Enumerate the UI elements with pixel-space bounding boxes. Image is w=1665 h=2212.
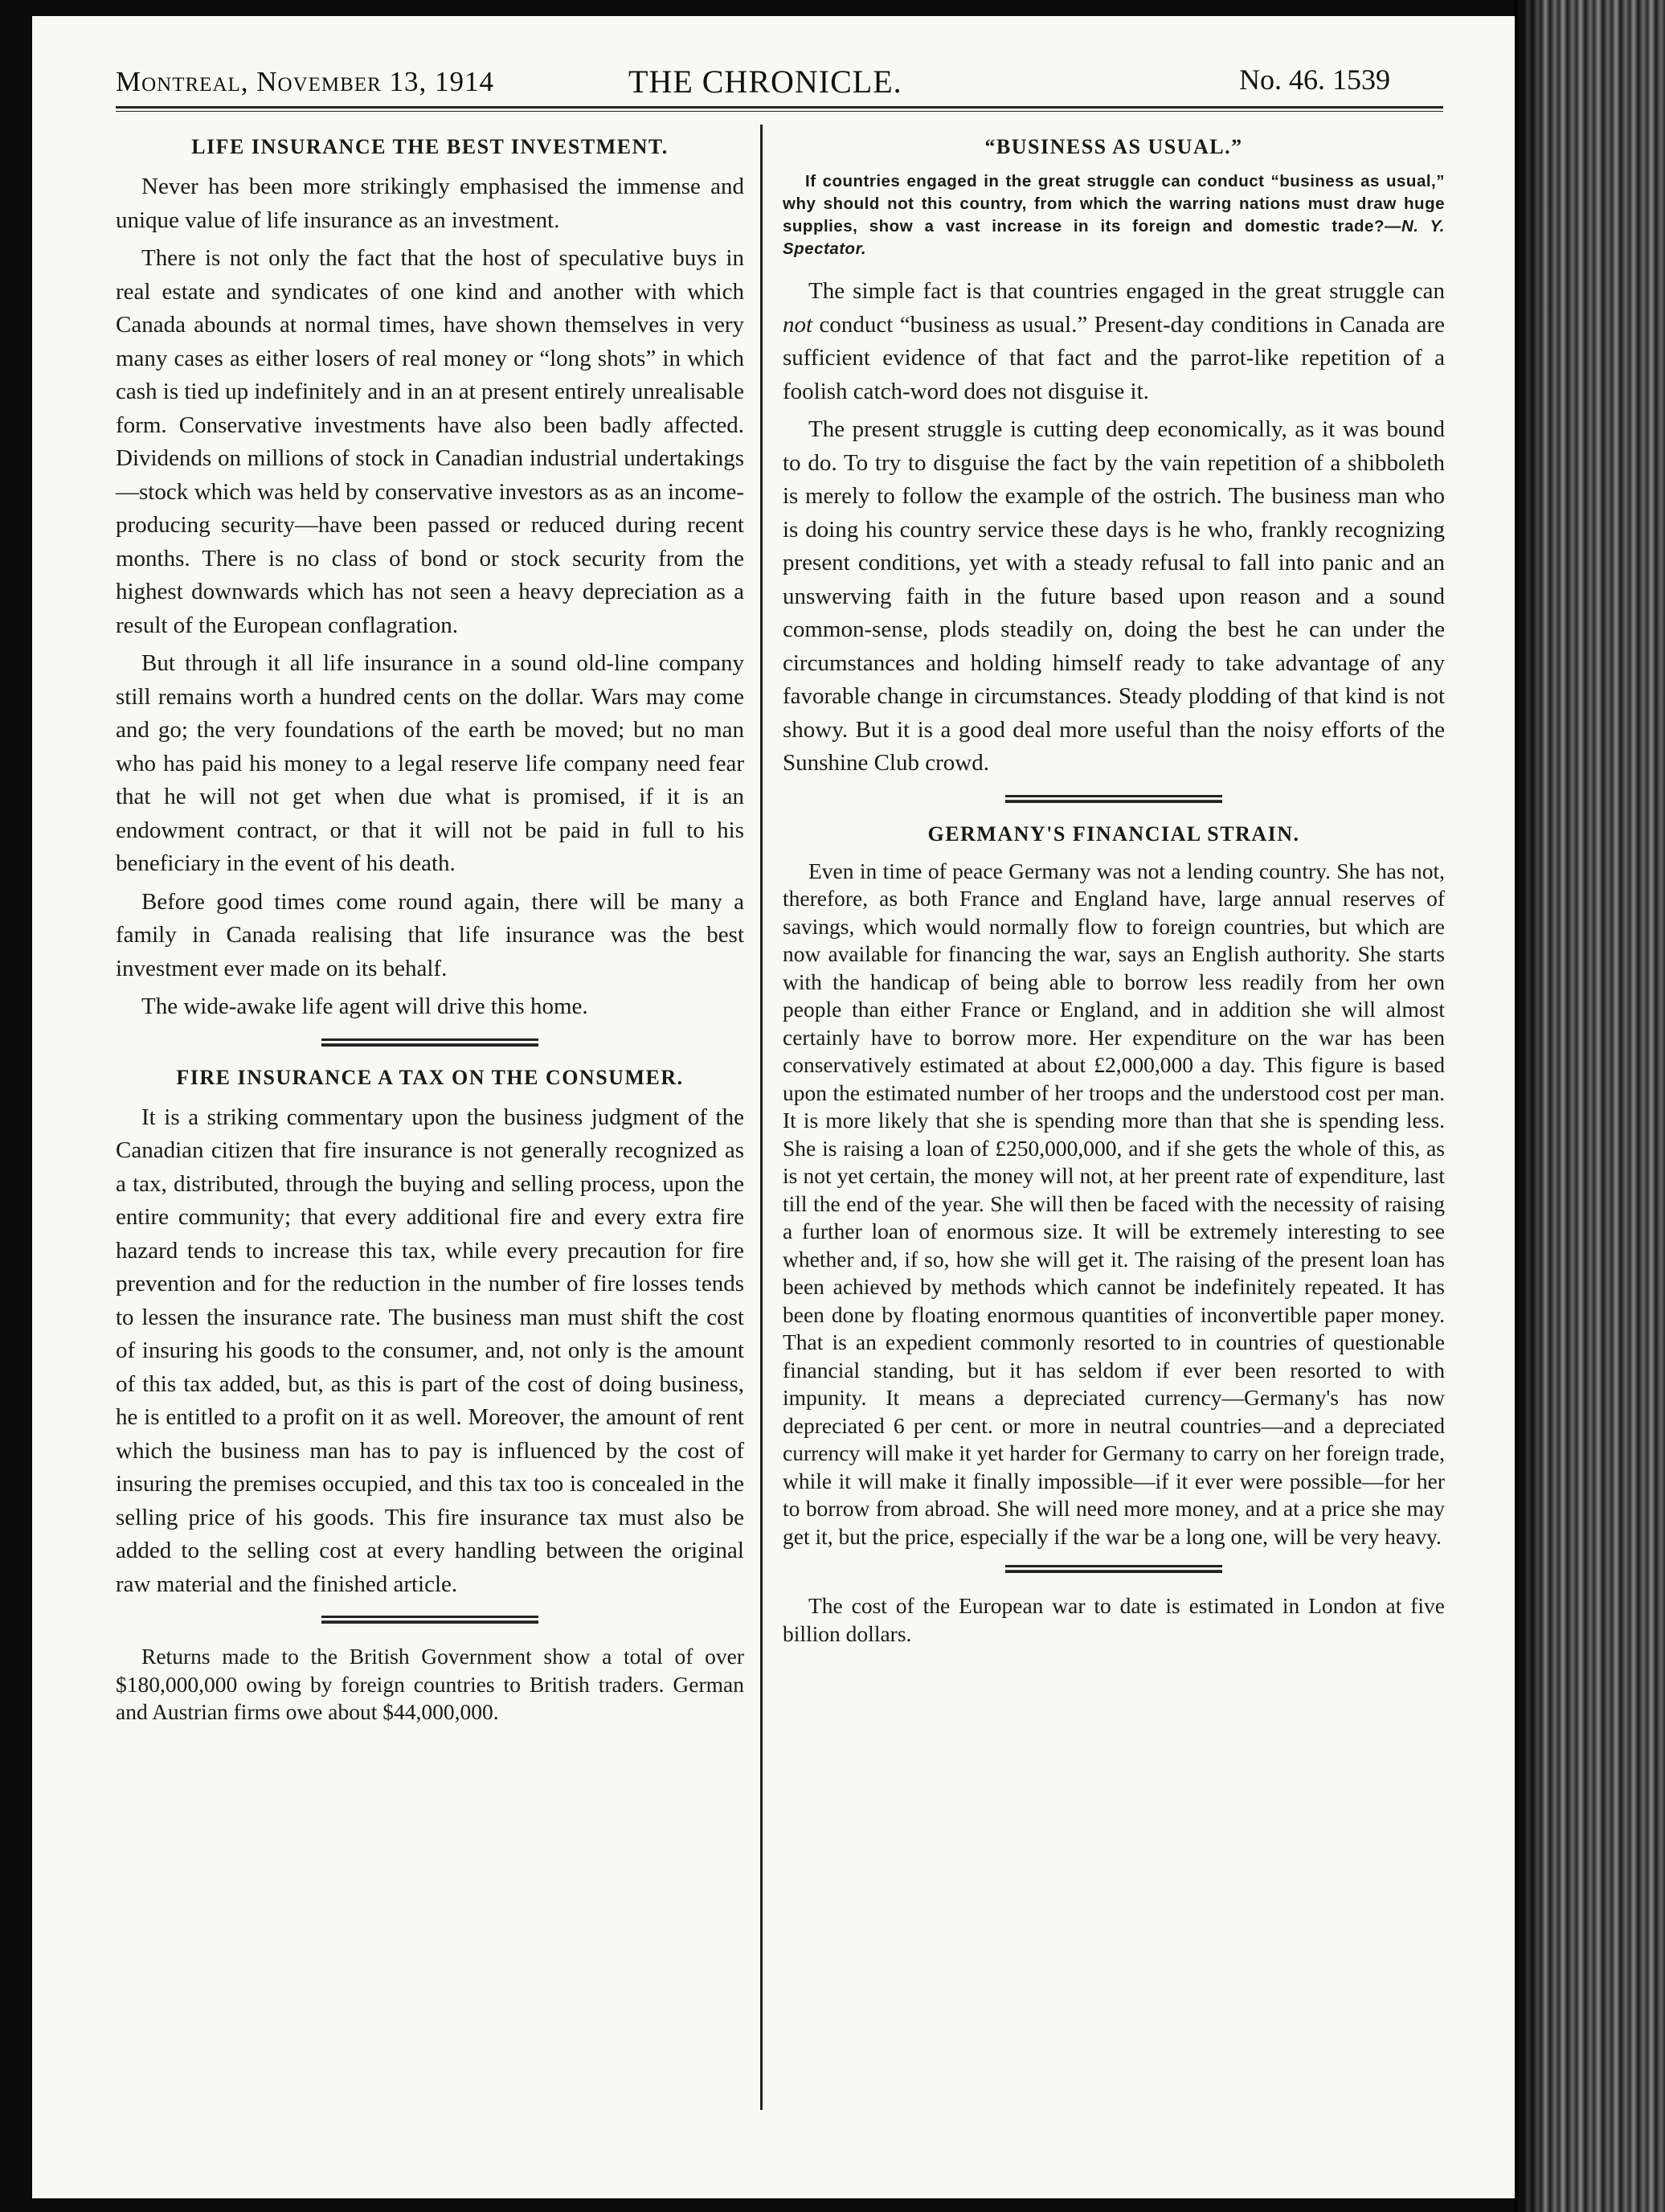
right-column <box>783 135 1445 1653</box>
section-divider <box>1005 1565 1222 1573</box>
paragraph: The wide-awake life agent will drive this home. <box>141 993 588 1019</box>
running-header <box>32 42 1515 100</box>
paragraph: Even in time of peace Germany was not a lending country. She has not, therefore, as both France and England have, large annual reserves of savings, which would normally flow to foreign countries, but which are now available for financing the war, says an English authority. She starts with the handicap of being able to borrow less readily from her own people than either France or England, and in addition she will almost certainly have to borrow more. Her expenditure on the war has been conservatively estimated at about £2,000,000 a day. This figure is based upon the estimated number of her troops and the understood cost per man. It is more likely that she is spending more than that she is spending less. She is raising a loan of £250,000,000, and if she gets the whole of this, as is not yet certain, the money will not, at her preent rate of expenditure, last till the end of the year. She will then be faced with the necessity of raising a further loan of enormous size. It will be extremely interesting to see whether and, if so, how she will get it. The raising of the present loan has been achieved by methods which cannot be indefinitely repeated. It has been done by floating enormous quantities of inconvertible paper money. That is an expedient commonly resorted to in countries of questionable financial standing, but it has seldom if ever been resorted to with impunity. It means a depreciated currency—Germany's has now depreciated 6 per cent. or more in neutral countries—and a depreciated currency will make it yet harder for Germany to carry on her foreign trade, while it will make it finally impossible—if it ever were possible—for her to borrow from abroad. She will need more money, and at a price she may get it, but the price, especially if the war be a long one, will be very heavy. <box>783 858 1445 1549</box>
newspaper-page <box>32 16 1515 2198</box>
text-run: The simple fact is that countries engaged in the great struggle can <box>808 278 1445 304</box>
section-divider <box>321 1038 538 1047</box>
section-divider <box>321 1616 538 1624</box>
text-run: conduct “business as usual.” Present-day conditions in Canada are sufficient evidence of that fact and the parrot-like repetition of a foolish catch-word does not disguise it. <box>783 311 1445 404</box>
quote-text: If countries engaged in the great struggle can conduct “business as usual,” why should not this country, from which the warring nations must draw huge supplies, show a vast increase in its foreign and domestic trade?— <box>783 172 1445 236</box>
article-title-business-as-usual: “BUSINESS AS USUAL.” <box>984 135 1243 158</box>
epigraph-quote <box>783 170 1445 260</box>
article-title-fire-insurance: FIRE INSURANCE A TAX ON THE CONSUMER. <box>176 1065 684 1089</box>
news-note: The cost of the European war to date is estimated in London at five billion dollars. <box>783 1593 1445 1646</box>
paragraph <box>783 275 1445 408</box>
header-dateline: Montreal, November 13, 1914 <box>116 66 495 97</box>
paragraph: But through it all life insurance in a sound old-line company still remains worth a hundred cents on the dollar. Wars may come and go; the very foundations of the earth be moved; but no man who has paid his money to a legal reserve life company need fear that he will not get when due what is promised, if it is an endowment contract, or that it will not be paid in full to his beneficiary in the event of his death. <box>116 650 744 876</box>
paragraph: It is a striking commentary upon the business judgment of the Canadian citizen that fire insurance is not generally recognized as a tax, distributed, through the buying and selling process, upon the entire community; that every additional fire and every extra fire hazard tends to increase this tax, while every precaution for fire prevention and for the reduction in the number of fire losses tends to lessen the insurance rate. The business man must shift the cost of insuring his goods to the consumer, and, not only is the amount of this tax added, but, as this is part of the cost of doing business, he is entitled to a profit on it as well. Moreover, the amount of rent which the business man has to pay is influenced by the cost of insuring the premises occupied, and this tax too is concealed in the selling price of his goods. This fire insurance tax must also be added to the selling cost at every handling between the original raw material and the finished article. <box>116 1104 744 1597</box>
section-divider <box>1005 795 1222 803</box>
news-note: Returns made to the British Government show a total of over $180,000,000 owing by foreign countries to British traders. German and Austrian firms owe about $44,000,000. <box>116 1644 744 1724</box>
emphasis: not <box>783 311 813 338</box>
column-divider <box>760 125 763 2110</box>
left-column <box>116 135 744 1731</box>
book-binding-edge <box>1515 0 1665 2212</box>
header-masthead: THE CHRONICLE. <box>628 63 902 100</box>
header-rule <box>116 106 1443 112</box>
article-title-life-insurance: LIFE INSURANCE THE BEST INVESTMENT. <box>191 135 669 158</box>
paragraph: There is not only the fact that the host of speculative buys in real estate and syndicates of one kind and another with which Canada abounds at normal times, have shown themselves in very many cases as either losers of real money or “long shots” in which cash is tied up indefinitely and in an at present entirely unrealisable form. Conservative investments have also been badly affected. Dividends on millions of stock in Canadian industrial undertakings—stock which was held by conservative investors as as an income-producing security—have been passed or reduced during recent months. There is no class of bond or stock security from the highest downwards which has not seen a heavy depreciation as a result of the European conflagration. <box>116 245 744 638</box>
header-issue-page: No. 46. 1539 <box>1239 63 1390 96</box>
paragraph: Never has been more strikingly emphasised the immense and unique value of life insurance as an investment. <box>116 174 744 233</box>
paragraph: Before good times come round again, there will be many a family in Canada realising that life insurance was the best investment ever made on its behalf. <box>116 888 744 981</box>
quote-source: N. Y. Spectator. <box>783 217 1446 258</box>
article-title-germany-financial-strain: GERMANY'S FINANCIAL STRAIN. <box>927 821 1300 846</box>
paragraph: The present struggle is cutting deep economically, as it was bound to do. To try to disguise the fact by the vain repetition of a shibboleth is merely to follow the example of the ostrich. The business man who is doing his country service these days is he who, frankly recognizing present conditions, yet with a steady refusal to fall into panic and an unswerving faith in the future based upon reason and a sound common-sense, plods steadily on, doing the best he can under the circumstances and holding himself ready to take advantage of any favorable change in circumstances. Steady plodding of that kind is not showy. But it is a good deal more useful than the noisy efforts of the Sunshine Club crowd. <box>783 416 1445 776</box>
